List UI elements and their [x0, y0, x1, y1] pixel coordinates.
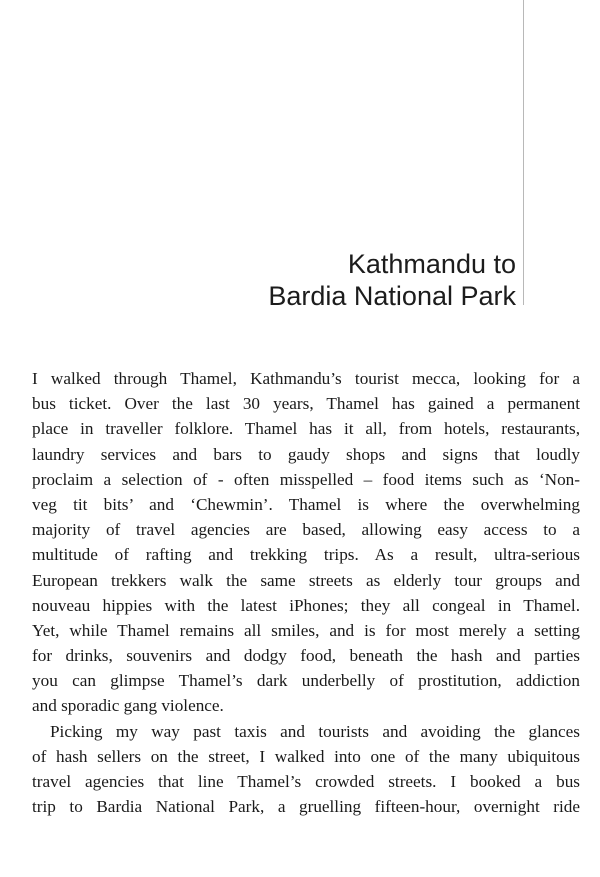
text-line: you can glimpse Thamel’s dark underbelly of prostitution, addiction	[32, 671, 580, 691]
paragraph-1	[32, 366, 580, 719]
body-text	[32, 366, 580, 819]
text-line: bus ticket. Over the last 30 years, Thamel has gained a permanent	[32, 394, 580, 414]
chapter-title-line-1: Kathmandu to	[347, 249, 516, 279]
text-line: laundry services and bars to gaudy shops and signs that loudly	[32, 444, 580, 464]
text-line: for drinks, souvenirs and dodgy food, beneath the hash and parties	[32, 646, 580, 666]
text-line: I walked through Thamel, Kathmandu’s tourist mecca, looking for a	[32, 369, 580, 388]
text-line: Picking my way past taxis and tourists and avoiding the glances	[50, 721, 580, 741]
margin-rule	[523, 0, 524, 305]
chapter-title	[268, 248, 516, 312]
text-line: trip to Bardia National Park, a gruelling fifteen-hour, overnight ride	[32, 797, 580, 817]
text-line: veg tit bits’ and ‘Chewmin’. Thamel is where the overwhelming	[32, 494, 580, 514]
text-line: majority of travel agencies are based, allowing easy access to a	[32, 520, 580, 540]
text-line: and sporadic gang violence.	[32, 696, 224, 716]
chapter-title-line-2: Bardia National Park	[268, 281, 516, 311]
text-line: nouveau hippies with the latest iPhones; they all congeal in Thamel.	[32, 595, 580, 615]
text-line: proclaim a selection of - often misspelled – food items such as ‘Non-	[32, 469, 580, 489]
text-line: Yet, while Thamel remains all smiles, and is for most merely a setting	[32, 620, 580, 640]
text-line: multitude of rafting and trekking trips. As a result, ultra-serious	[32, 545, 580, 565]
text-line: European trekkers walk the same streets as elderly tour groups and	[32, 570, 580, 590]
paragraph-2	[32, 719, 580, 820]
text-line: place in traveller folklore. Thamel has it all, from hotels, restaurants,	[32, 419, 580, 439]
text-line: of hash sellers on the street, I walked into one of the many ubiquitous	[32, 746, 580, 766]
text-line: travel agencies that line Thamel’s crowded streets. I booked a bus	[32, 772, 580, 791]
